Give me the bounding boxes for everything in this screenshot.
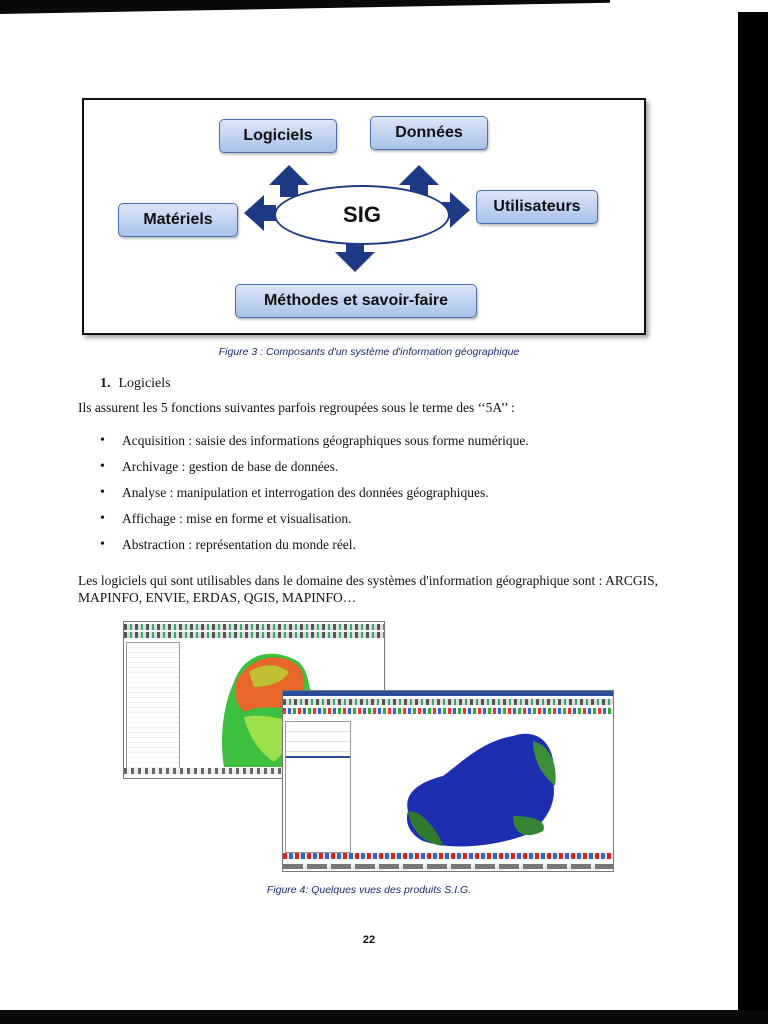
scan-bottom-edge [0,1010,768,1024]
sig-components-diagram [82,98,646,335]
intro-text: Ils assurent les 5 fonctions suivantes parfois regroupées sous le terme des ‘‘5A’’ : [78,400,515,415]
section-number: 1. [100,376,111,391]
arrow-to-materiels [244,195,276,231]
section-title: Logiciels [118,376,171,391]
list-item: • Abstraction : représentation du monde réel. [100,532,529,558]
node-donnees: Données [370,116,488,150]
page-number: 22 [362,934,376,946]
node-logiciels: Logiciels [219,119,337,153]
software-paragraph: Les logiciels qui sont utilisables dans le domaine des systèmes d'information géographique sont : ARCGIS, MAPINFO, ENVIE, ERDAS, QGIS, MAPINFO… [78,573,658,605]
node-utilisateurs: Utilisateurs [476,190,598,224]
district-map-image [383,721,603,861]
figure3-caption: Figure 3 : Composants d'un système d'information géographique [218,346,520,358]
functions-list [100,428,529,558]
section-heading [100,376,171,392]
scan-right-edge [738,12,768,1024]
qgis-window-image [282,690,614,872]
scan-top-edge [0,0,610,14]
list-item: • Affichage : mise en forme et visualisation. [100,506,529,532]
list-item: • Archivage : gestion de base de données. [100,454,529,480]
figure4-caption: Figure 4: Quelques vues des produits S.I.G. [266,884,472,896]
node-methodes: Méthodes et savoir-faire [235,284,477,318]
node-sig-center: SIG [274,185,450,245]
list-item: • Analyse : manipulation et interrogation des données géographiques. [100,480,529,506]
list-item: • Acquisition : saisie des informations géographiques sous forme numérique. [100,428,529,454]
node-materiels: Matériels [118,203,238,237]
